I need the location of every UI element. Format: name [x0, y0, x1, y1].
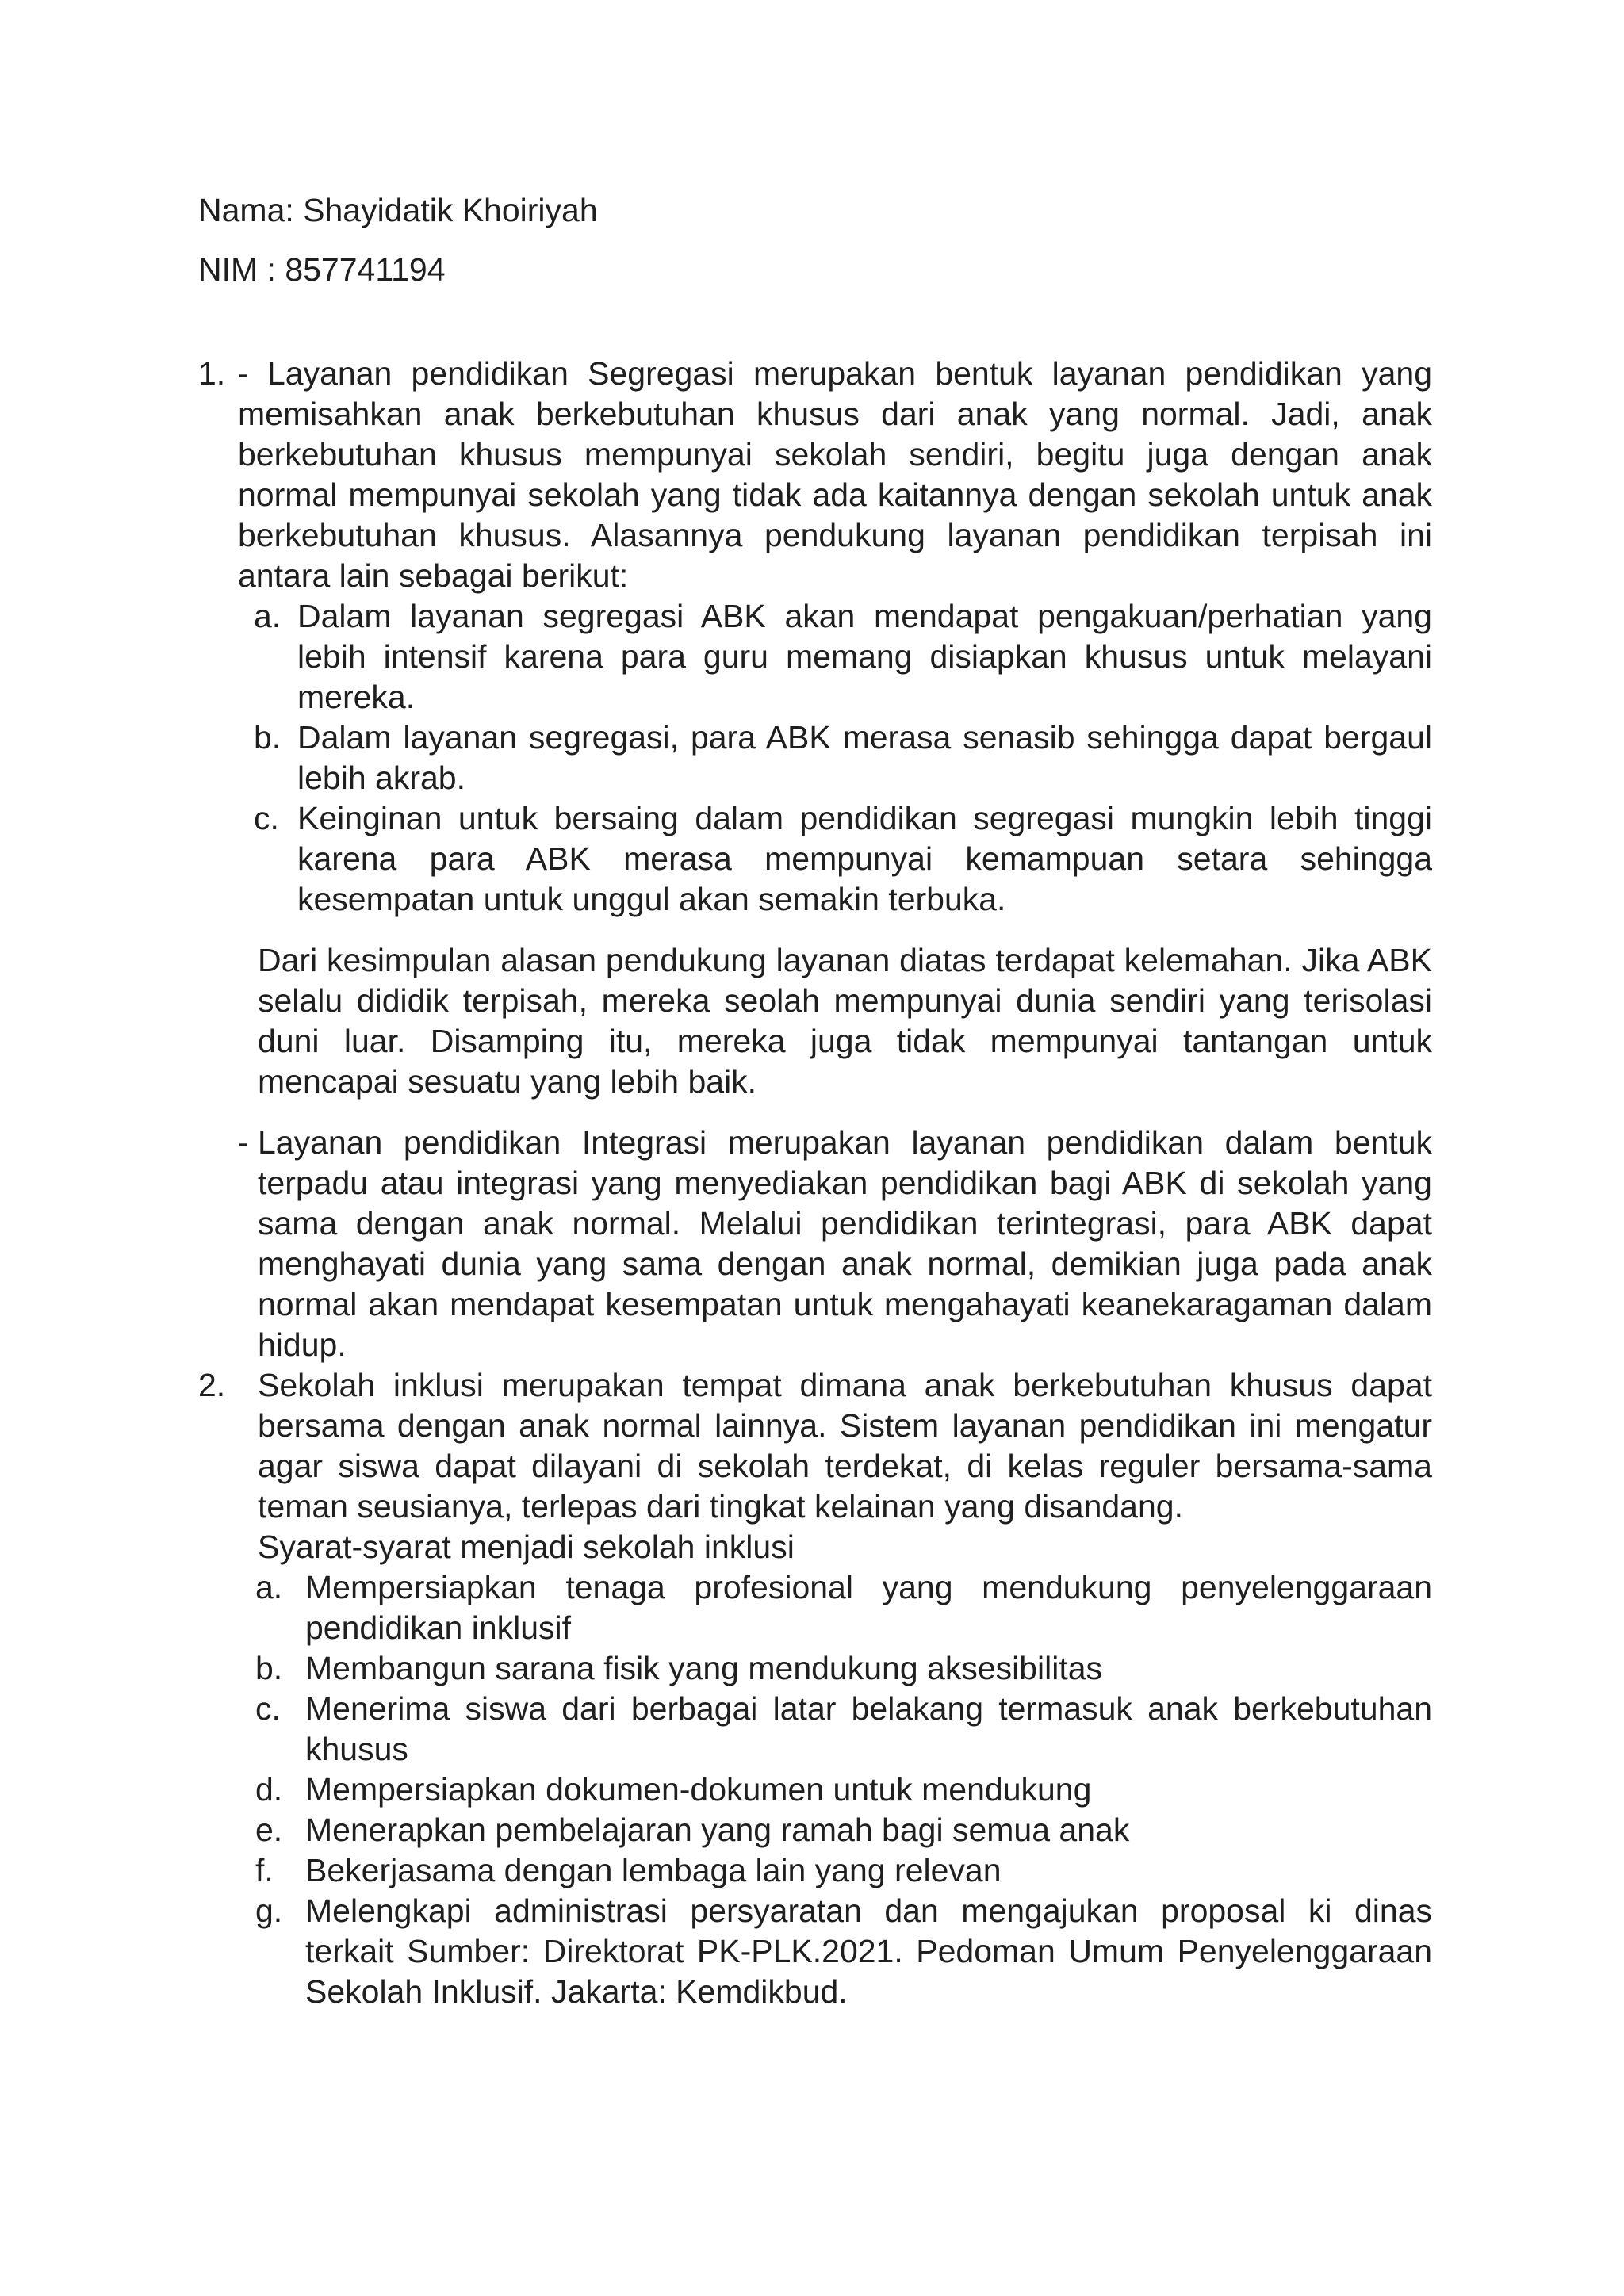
- answer-1-dash: -: [238, 355, 249, 392]
- item-text: Bekerjasama dengan lembaga lain yang relevan: [305, 1852, 1002, 1888]
- integration-dash: -: [238, 1124, 249, 1161]
- item-label: c.: [254, 800, 279, 836]
- inclusion-item-g: [198, 1891, 1432, 2012]
- segregation-paragraph: Layanan pendidikan Segregasi merupakan bentuk layanan pendidikan yang memisahkan anak berkebutuhan khusus dari anak yang normal. Jadi, anak berkebutuhan khusus mempunyai sekolah sendiri, begitu juga dengan anak normal mempunyai sekolah yang tidak ada kaitannya dengan sekolah untuk anak berkebutuhan khusus. Alasannya pendukung layanan pendidikan terpisah ini antara lain sebagai berikut:: [238, 355, 1432, 594]
- segregation-item-a: [198, 596, 1432, 718]
- item-label: a.: [254, 598, 282, 634]
- integration-paragraph: Layanan pendidikan Integrasi merupakan layanan pendidikan dalam bentuk terpadu atau integrasi yang menyediakan pendidikan bagi ABK di sekolah yang sama dengan anak normal. Melalui pendidikan terintegrasi, para ABK dapat menghayati dunia yang sama dengan anak normal, demikian juga pada anak normal akan mendapat kesempatan untuk mengahayati keanekaragaman dalam hidup.: [258, 1124, 1432, 1363]
- item-label: g.: [255, 1892, 283, 1929]
- item-text: Mempersiapkan dokumen-dokumen untuk mendukung: [305, 1771, 1092, 1808]
- inclusion-item-e: [198, 1810, 1432, 1850]
- item-label: e.: [255, 1812, 283, 1848]
- inclusion-subheading: Syarat-syarat menjadi sekolah inklusi: [258, 1529, 795, 1565]
- answer-1-number: 1.: [198, 355, 226, 392]
- item-text: Keinginan untuk bersaing dalam pendidikan segregasi mungkin lebih tinggi karena para ABK merasa mempunyai kemampuan setara sehingga kesempatan untuk unggul akan semakin terbuka.: [297, 800, 1432, 917]
- student-name: Nama: Shayidatik Khoiriyah: [198, 192, 598, 228]
- item-text: Dalam layanan segregasi, para ABK merasa senasib sehingga dapat bergaul lebih akrab.: [297, 719, 1432, 796]
- segregation-item-b: [198, 718, 1432, 798]
- item-label: b.: [254, 719, 282, 756]
- student-nim: NIM : 857741194: [198, 251, 446, 288]
- segregation-item-c: [198, 798, 1432, 920]
- inclusion-item-c: [198, 1689, 1432, 1770]
- answer-2-number: 2.: [198, 1367, 226, 1403]
- item-label: c.: [255, 1690, 281, 1727]
- inclusion-item-b: [198, 1648, 1432, 1689]
- item-label: a.: [255, 1569, 283, 1605]
- conclusion-text: Dari kesimpulan alasan pendukung layanan diatas terdapat kelemahan. Jika ABK selalu dididik terpisah, mereka seolah mempunyai dunia sendiri yang terisolasi duni luar. Disamping itu, mereka juga tidak mempunyai tantangan untuk mencapai sesuatu yang lebih baik.: [258, 942, 1432, 1100]
- item-text: Membangun sarana fisik yang mendukung aksesibilitas: [305, 1650, 1103, 1686]
- answer-2: [198, 1365, 1432, 1567]
- item-label: f.: [255, 1852, 274, 1888]
- answer-1-integration: [198, 1123, 1432, 1365]
- item-text: Dalam layanan segregasi ABK akan mendapat pengakuan/perhatian yang lebih intensif karena para guru memang disiapkan khusus untuk melayani mereka.: [297, 598, 1432, 715]
- item-text: Melengkapi administrasi persyaratan dan mengajukan proposal ki dinas terkait Sumber: Direktorat PK-PLK.2021. Pedoman Umum Penyelenggaraan Sekolah Inklusif. Jakarta: Kemdikbud.: [305, 1892, 1432, 2010]
- document-content: [198, 190, 1432, 2012]
- item-text: Menerima siswa dari berbagai latar belakang termasuk anak berkebutuhan khusus: [305, 1690, 1432, 1767]
- segregation-conclusion: [198, 940, 1432, 1102]
- item-label: b.: [255, 1650, 283, 1686]
- inclusion-paragraph: Sekolah inklusi merupakan tempat dimana anak berkebutuhan khusus dapat bersama dengan anak normal lainnya. Sistem layanan pendidikan ini mengatur agar siswa dapat dilayani di sekolah terdekat, di kelas reguler bersama-sama teman seusianya, terlepas dari tingkat kelainan yang disandang.: [258, 1367, 1432, 1525]
- answer-1-segregation: [198, 354, 1432, 596]
- inclusion-item-a: [198, 1567, 1432, 1648]
- inclusion-item-f: [198, 1850, 1432, 1891]
- inclusion-item-d: [198, 1770, 1432, 1810]
- item-text: Menerapkan pembelajaran yang ramah bagi semua anak: [305, 1812, 1130, 1848]
- item-text: Mempersiapkan tenaga profesional yang mendukung penyelenggaraan pendidikan inklusif: [305, 1569, 1432, 1646]
- item-label: d.: [255, 1771, 283, 1808]
